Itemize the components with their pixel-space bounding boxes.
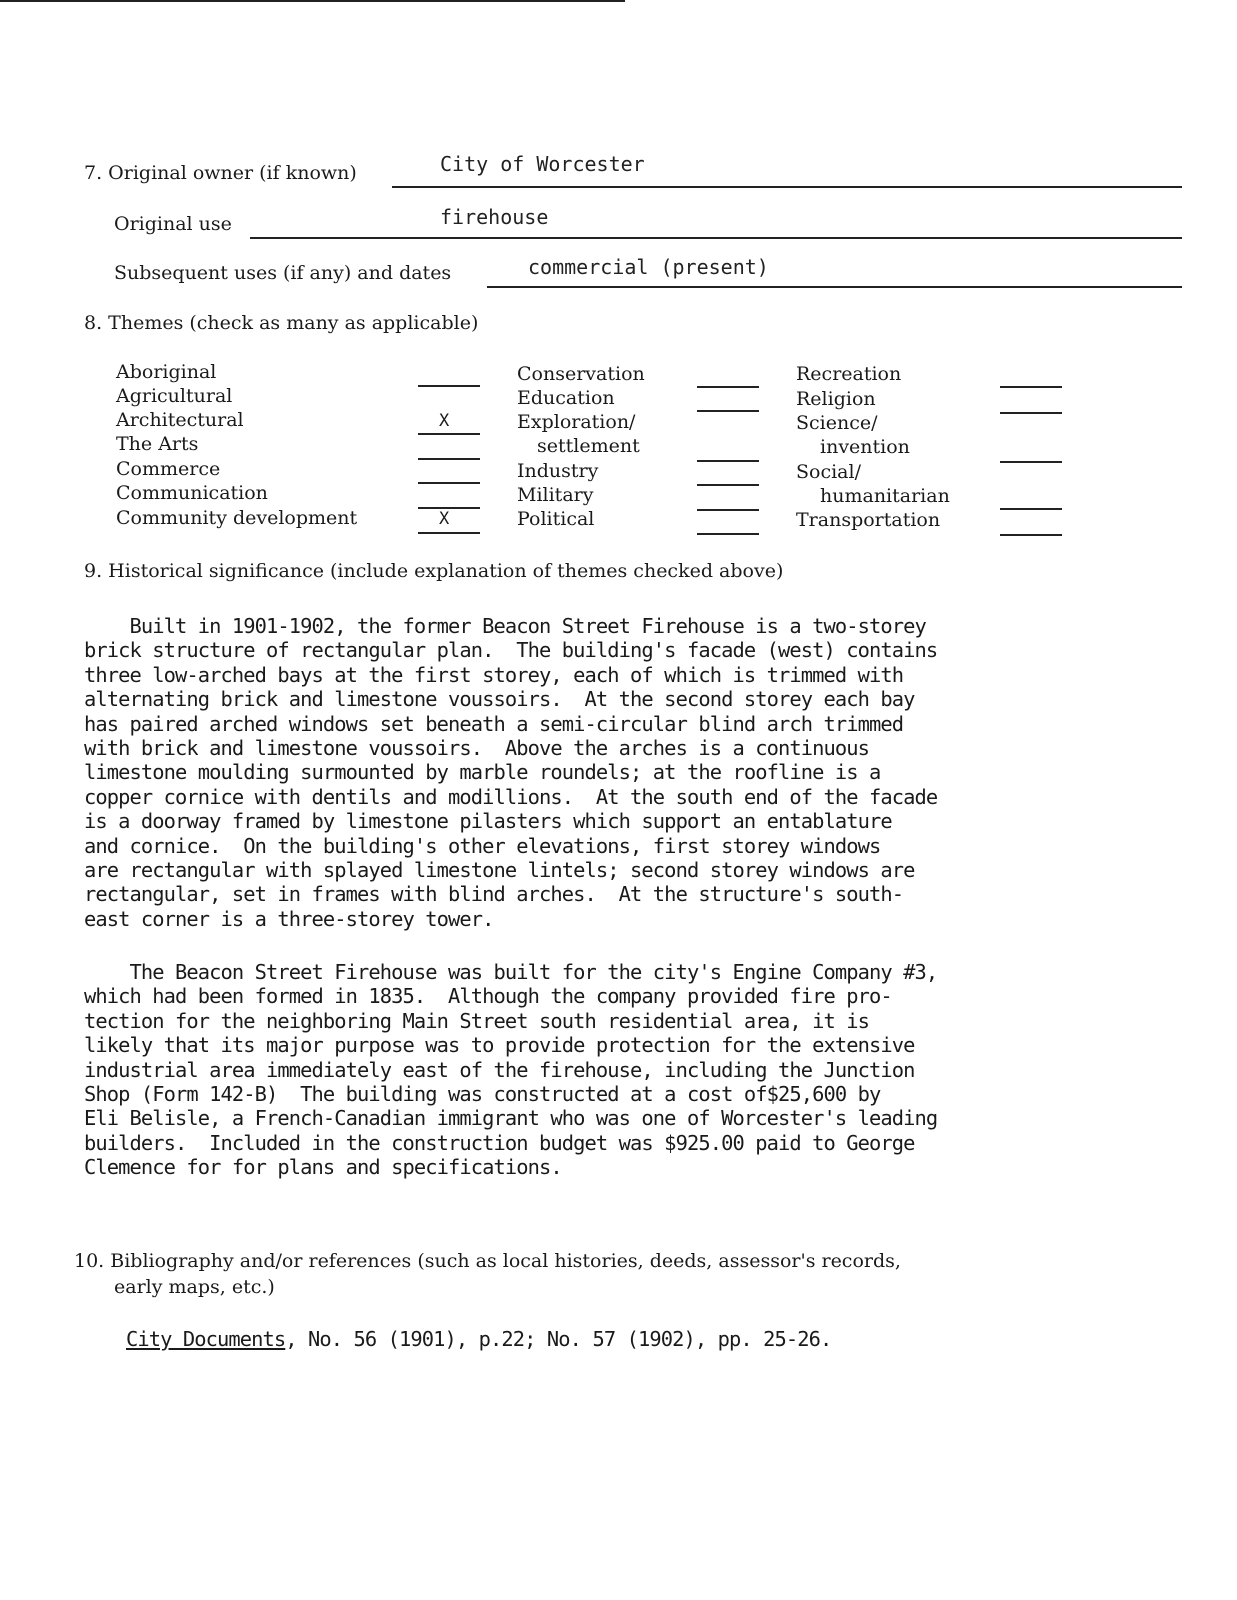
theme-blank-2 [418,433,480,435]
theme-exploration-label: Exploration/ [517,411,636,433]
subsequent-uses-line [487,286,1182,288]
top-border-rule [0,0,625,2]
theme-blank-8 [697,410,759,412]
original-owner-label: 7. Original owner (if known) [84,162,357,184]
theme-conservation-label: Conservation [517,363,645,385]
theme-blank-9 [697,460,759,462]
theme-blank-5 [418,507,480,509]
theme-science-continuation: invention [820,436,910,458]
theme-religion-label: Religion [796,388,876,410]
theme-education-label: Education [517,387,615,409]
theme-commerce-label: Commerce [116,458,221,480]
theme-science-label: Science/ [796,412,878,434]
historical-significance-heading: 9. Historical significance (include explanation of themes checked above) [84,560,784,582]
theme-exploration-continuation: settlement [537,435,640,457]
theme-transportation-label: Transportation [796,509,941,531]
bibliography-heading-continuation: early maps, etc.) [114,1276,275,1298]
theme-blank-6 [418,532,480,534]
original-use-line [250,237,1182,239]
theme-blank-15 [1000,461,1062,463]
theme-agricultural-label: Agricultural [116,385,233,407]
theme-aboriginal-label: Aboriginal [116,361,217,383]
reference-details: , No. 56 (1901), p.22; No. 57 (1902), pp. 25-26. [285,1327,832,1351]
architectural-check-mark: X [439,411,450,431]
theme-community-development-label: Community development [116,507,358,529]
original-use-value: firehouse [440,205,549,229]
original-owner-value: City of Worcester [440,152,645,176]
theme-blank-3 [418,458,480,460]
theme-blank-7 [697,386,759,388]
theme-industry-label: Industry [517,460,599,482]
themes-heading: 8. Themes (check as many as applicable) [84,312,479,334]
theme-military-label: Military [517,484,594,506]
theme-blank-1 [418,385,480,387]
significance-paragraph-1: Built in 1901-1902, the former Beacon Street Firehouse is a two-storey brick structure of rectangular plan. The building's facade (west) contains three low-arched bays at the first storey, each of which is trimmed with alternating brick and limestone voussoirs. At the second storey each bay has paired arched windows set beneath a semi-circular blind arch trimmed with brick and limestone voussoirs. Above the arches is a continuous limestone moulding surmounted by marble roundels; at the roofline is a copper cornice with dentils and modillions. At the south end of the facade is a doorway framed by limestone pilasters which support an entablature and cornice. On the building's other elevations, first storey windows are rectangular with splayed limestone lintels; second storey windows are rectangular, set in frames with blind arches. At the structure's south- east corner is a three-storey tower. [84,614,938,931]
significance-paragraph-2: The Beacon Street Firehouse was built for the city's Engine Company #3, which had been formed in 1835. Although the company provided fire pro- tection for the neighboring Main Street south residential area, it is likely that its major purpose was to provide protection for the extensive industrial area immediately east of the firehouse, including the Junction Shop (Form 142-B) The building was constructed at a cost of$25,600 by Eli Belisle, a French-Canadian immigrant who was one of Worcester's leading builders. Included in the construction budget was $925.00 paid to George Clemence for for plans and specifications. [84,960,938,1180]
theme-blank-14 [1000,412,1062,414]
theme-social-label: Social/ [796,461,861,483]
original-owner-line [392,186,1182,188]
theme-recreation-label: Recreation [796,363,902,385]
theme-blank-16 [1000,508,1062,510]
community-development-check-mark: X [439,509,450,529]
theme-blank-12 [697,533,759,535]
theme-communication-label: Communication [116,482,268,504]
bibliography-heading: 10. Bibliography and/or references (such as local histories, deeds, assessor's records, [74,1250,901,1272]
theme-blank-10 [697,484,759,486]
theme-architectural-label: Architectural [116,409,244,431]
theme-blank-11 [697,509,759,511]
reference-title: City Documents [126,1327,286,1351]
theme-the-arts-label: The Arts [116,433,199,455]
theme-blank-4 [418,482,480,484]
theme-political-label: Political [517,508,595,530]
theme-social-continuation: humanitarian [820,485,950,507]
bibliography-reference [126,1327,831,1351]
theme-blank-17 [1000,534,1062,536]
theme-blank-13 [1000,386,1062,388]
subsequent-uses-label: Subsequent uses (if any) and dates [114,262,452,284]
subsequent-uses-value: commercial (present) [528,255,769,279]
original-use-label: Original use [114,213,232,235]
